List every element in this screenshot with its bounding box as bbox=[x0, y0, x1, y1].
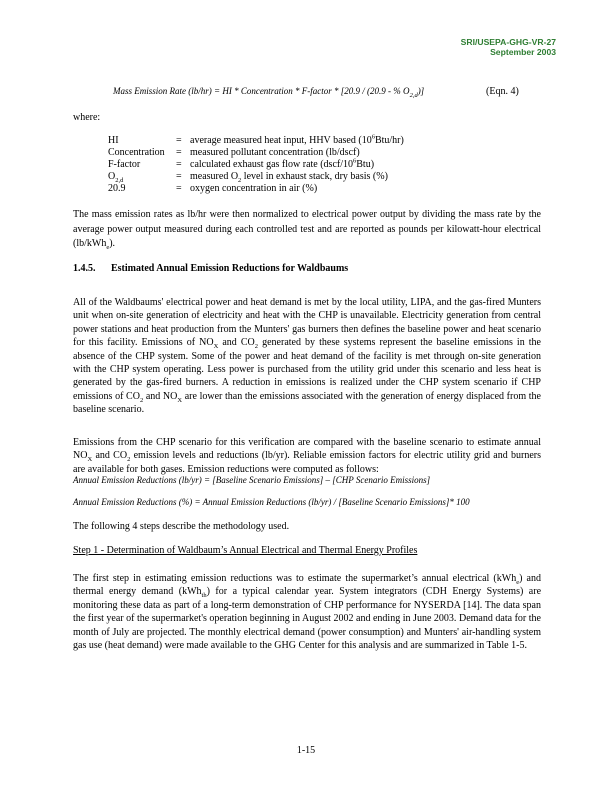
def-term-main: O bbox=[108, 171, 116, 182]
def-equals: = bbox=[176, 159, 182, 170]
definition-row bbox=[108, 171, 404, 183]
para2-d: and NO bbox=[143, 390, 178, 402]
def-text bbox=[190, 171, 388, 183]
definition-row bbox=[108, 147, 404, 159]
paragraph-normalization bbox=[73, 208, 541, 252]
definition-row bbox=[108, 135, 404, 147]
def-text: oxygen concentration in air (%) bbox=[190, 183, 318, 194]
def-main: measured O bbox=[190, 171, 239, 182]
step1-heading: Step 1 - Determination of Waldbaum’s Annual Electrical and Thermal Energy Profiles bbox=[73, 545, 418, 556]
para5-b: ) and thermal energy demand (kWh bbox=[73, 573, 541, 598]
def-text bbox=[190, 159, 374, 171]
report-id: SRI/USEPA-GHG-VR-27 bbox=[460, 37, 556, 47]
def-main: average measured heat input, HHV based (10 bbox=[190, 135, 372, 146]
report-header bbox=[461, 37, 556, 57]
def-sub: 2 bbox=[238, 177, 242, 184]
equation-text: Mass Emission Rate (lb/hr) = HI * Concentration * F-factor * [20.9 / (20.9 - % O bbox=[113, 86, 410, 96]
para1-tail: ). bbox=[109, 238, 116, 249]
section-title: Estimated Annual Emission Reductions for Waldbaums bbox=[111, 263, 349, 274]
def-equals: = bbox=[176, 135, 182, 146]
def-sup: 6 bbox=[371, 133, 375, 141]
para3-b-sub: 2 bbox=[127, 456, 131, 464]
definition-row bbox=[108, 159, 404, 171]
paragraph-step1 bbox=[73, 572, 541, 652]
def-sup: 6 bbox=[353, 157, 357, 165]
equation-number: (Eqn. 4) bbox=[486, 86, 519, 97]
section-number: 1.4.5. bbox=[73, 263, 96, 274]
para5-a-sub: e bbox=[516, 579, 520, 586]
para2-c: generated by these systems represent the baseline emissions in the absence of the CHP system. Some of the power and heat demand of the facility is met through on-site generation with the CHP system operating. Less power is purchased from the utility grid under this scenario and less heat is generated by the gas-fired burners. A reduction in emissions is realized under the CHP system scenario if CHP emissions of CO bbox=[73, 337, 541, 402]
para5-c: ) for a typical calendar year. System integrators (CDH Energy Systems) are monitoring these data as part of a long-term demonstration of CHP performance for NYSERDA [14]. The data span the first year of the supermarket's operation beginning in August 2002 and ending in June 2003. Demand data for the month of July are projected. The monthly electrical demand (power consumption) and Munters' air-handling system gas use (heat demand) were made available to the GHG Center for this analysis and are summarized in Table 1-5. bbox=[73, 586, 542, 652]
para3-a-sub: X bbox=[87, 456, 93, 464]
para2-d-sub: X bbox=[177, 396, 183, 404]
def-tail: Btu) bbox=[356, 159, 375, 170]
def-term: Concentration bbox=[108, 147, 165, 158]
paragraph-baseline bbox=[73, 296, 541, 417]
equation-tail: )] bbox=[417, 86, 425, 96]
para2-a-sub: X bbox=[213, 343, 219, 351]
def-term: 20.9 bbox=[108, 183, 126, 194]
def-tail: level in exhaust stack, dry basis (%) bbox=[241, 171, 388, 182]
def-equals: = bbox=[176, 171, 182, 182]
para5-b-sub: th bbox=[201, 592, 207, 600]
para3-b: and CO bbox=[92, 450, 128, 462]
para2-b-sub: 2 bbox=[254, 343, 259, 351]
report-date: September 2003 bbox=[490, 47, 556, 57]
def-equals: = bbox=[176, 183, 182, 194]
def-main: calculated exhaust gas flow rate (dscf/10 bbox=[190, 159, 353, 170]
equation-sub: 2,d bbox=[409, 91, 418, 99]
page-number: 1-15 bbox=[296, 745, 316, 756]
para2-a: All of the Waldbaums' electrical power and heat demand is met by the local utility, LIPA, and the gas-fired Munters unit when on-site generation of electricity and heat with the CHP is unavailable. Electricity generation from central power stations and heat production from the Munters' gas burners then defines the baseline power and heat scenario for this facility. Emissions of NO bbox=[73, 297, 541, 349]
section-heading bbox=[73, 263, 348, 274]
def-term-sub: 2,d bbox=[115, 177, 124, 184]
para2-c-sub: 2 bbox=[139, 396, 144, 404]
definition-row bbox=[108, 183, 404, 195]
def-text: measured pollutant concentration (lb/dscf) bbox=[190, 147, 360, 158]
paragraph-chp-scenario bbox=[73, 436, 541, 476]
para1-text: The mass emission rates as lb/hr were then normalized to electrical power output by dividing the mass rate by the average power output measured during each controlled test and are reported as pounds per kilowatt-hour electrical (lb/kWh bbox=[73, 209, 541, 249]
para3-c: emission levels and reductions (lb/yr). Reliable emission factors for electric utility grid and burners are available for both gases. Emission reductions were computed as follows: bbox=[73, 450, 541, 475]
def-term bbox=[108, 171, 176, 183]
para2-e: are lower than the emissions associated with the generation of energy displaced from the baseline scenario. bbox=[73, 390, 541, 416]
paragraph-steps-intro: The following 4 steps describe the methodology used. bbox=[73, 521, 290, 532]
formula-percent: Annual Emission Reductions (%) = Annual Emission Reductions (lb/yr) / [Baseline Scenario Emissions]* 100 bbox=[73, 497, 470, 507]
definition-list bbox=[108, 135, 404, 195]
para3-a: Emissions from the CHP scenario for this verification are compared with the baseline scenario to estimate annual NO bbox=[73, 437, 541, 462]
def-text bbox=[190, 135, 404, 147]
def-term: F-factor bbox=[108, 159, 141, 170]
where-label: where: bbox=[73, 112, 101, 123]
def-tail: Btu/hr) bbox=[374, 135, 404, 146]
def-term: HI bbox=[108, 135, 119, 146]
para1-sub: e bbox=[106, 244, 110, 251]
equation-4 bbox=[113, 86, 425, 99]
para2-b: and CO bbox=[218, 337, 255, 349]
formula-lb-yr: Annual Emission Reductions (lb/yr) = [Baseline Scenario Emissions] – [CHP Scenario Emissions] bbox=[73, 475, 431, 485]
para5-a: The first step in estimating emission reductions was to estimate the supermarket’s annual electrical (kWh bbox=[73, 573, 517, 584]
def-equals: = bbox=[176, 147, 182, 158]
